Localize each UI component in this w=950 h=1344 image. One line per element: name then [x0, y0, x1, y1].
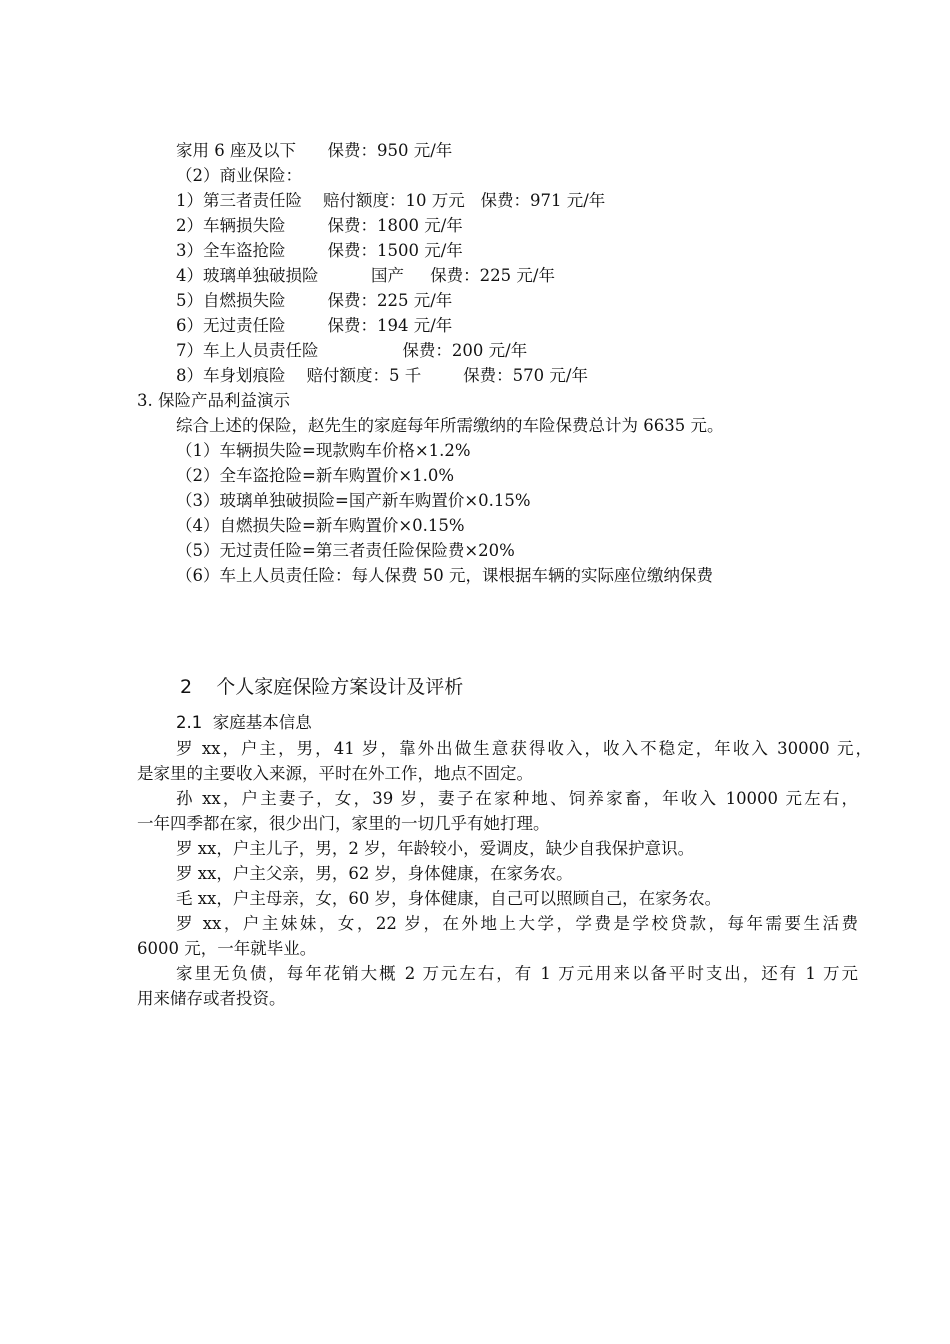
family-member-line: 毛 xx，户主母亲，女，60 岁，身体健康，自己可以照顾自己，在家务农。	[176, 889, 722, 908]
formula-line: （4）自燃损失险=新车购置价×0.15%	[176, 516, 465, 535]
section-title: 2 个人家庭保险方案设计及评析	[180, 676, 464, 698]
premium-item: 2）车辆损失险 保费：1800 元/年	[176, 216, 463, 235]
formula-line: （6）车上人员责任险：每人保费 50 元，课根据车辆的实际座位缴纳保费	[176, 566, 713, 585]
premium-item: 8）车身划痕险 赔付额度：5 千 保费：570 元/年	[176, 366, 588, 385]
compulsory-premium-line: 家用 6 座及以下 保费：950 元/年	[176, 141, 453, 160]
family-member-line: 孙 xx，户主妻子，女，39 岁，妻子在家种地、饲养家畜，年收入 10000 元左右，	[176, 789, 858, 808]
premium-item: 7）车上人员责任险 保费：200 元/年	[176, 341, 528, 360]
family-member-line: 罗 xx，户主父亲，男，62 岁，身体健康，在家务农。	[176, 864, 573, 883]
family-member-line: 一年四季都在家，很少出门，家里的一切几乎有她打理。	[137, 814, 550, 833]
premium-item: 5）自燃损失险 保费：225 元/年	[176, 291, 453, 310]
commercial-insurance-heading: （2）商业保险：	[176, 166, 302, 185]
formula-line: （2）全车盗抢险=新车购置价×1.0%	[176, 466, 455, 485]
premium-item: 1）第三者责任险 赔付额度：10 万元 保费：971 元/年	[176, 191, 606, 210]
family-member-line: 罗 xx，户主，男，41 岁，靠外出做生意获得收入，收入不稳定，年收入 30000 元，	[176, 739, 872, 758]
family-member-line: 罗 xx，户主妹妹，女，22 岁，在外地上大学，学费是学校贷款，每年需要生活费	[176, 914, 858, 933]
formula-line: （3）玻璃单独破损险=国产新车购置价×0.15%	[176, 491, 531, 510]
premium-item: 6）无过责任险 保费：194 元/年	[176, 316, 453, 335]
premium-item: 4）玻璃单独破损险 国产 保费：225 元/年	[176, 266, 555, 285]
family-member-line: 6000 元，一年就毕业。	[137, 939, 317, 958]
premium-total-summary: 综合上述的保险，赵先生的家庭每年所需缴纳的车险保费总计为 6635 元。	[176, 416, 724, 435]
family-member-line: 是家里的主要收入来源，平时在外工作，地点不固定。	[137, 764, 533, 783]
benefit-demo-heading: 3. 保险产品利益演示	[137, 391, 290, 410]
formula-line: （1）车辆损失险=现款购车价格×1.2%	[176, 441, 471, 460]
family-member-line: 罗 xx，户主儿子，男，2 岁，年龄较小，爱调皮，缺少自我保护意识。	[176, 839, 695, 858]
household-finance-line: 用来储存或者投资。	[137, 989, 286, 1008]
household-finance-line: 家里无负债，每年花销大概 2 万元左右，有 1 万元用来以备平时支出，还有 1 万元	[176, 964, 858, 983]
subsection-title: 2.1 家庭基本信息	[176, 713, 312, 732]
premium-item: 3）全车盗抢险 保费：1500 元/年	[176, 241, 463, 260]
formula-line: （5）无过责任险=第三者责任险保险费×20%	[176, 541, 515, 560]
